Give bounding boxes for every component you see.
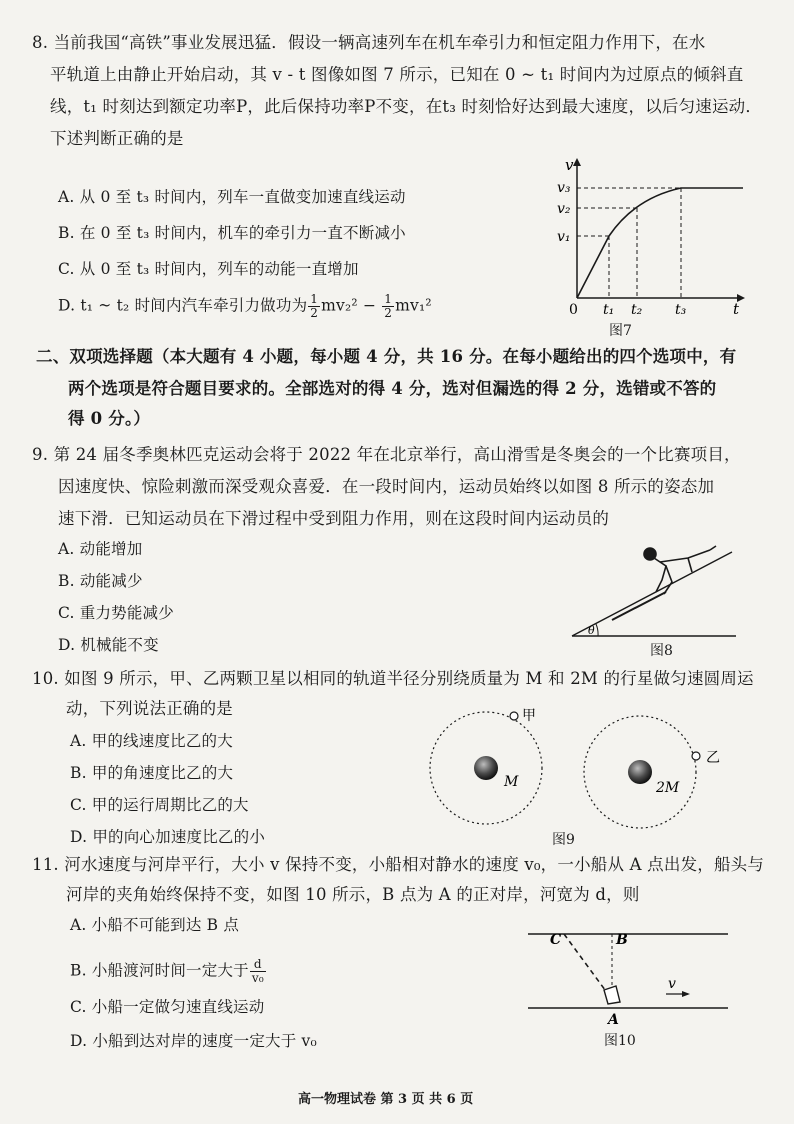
flow-arrow-head — [682, 991, 690, 997]
theta-label: θ — [588, 624, 595, 637]
q8-stem-line-2: 平轨道上由静止开始启动，其 v - t 图像如图 7 所示，已知在 0 ~ t₁ 时间内为过原点的倾斜直 — [50, 65, 744, 84]
q8-option-d — [58, 293, 432, 320]
t1-label: t₁ — [603, 302, 615, 318]
q9-stem-line-2: 因速度快、惊险刺激而深受观众喜爱．在一段时间内，运动员始终以如图 8 所示的姿态加 — [58, 477, 715, 496]
q10-option-c: C. 甲的运行周期比乙的大 — [70, 796, 249, 814]
slope-line — [572, 552, 732, 636]
q9-stem-line-1: 9. 第 24 届冬季奥林匹克运动会将于 2022 年在北京举行，高山滑雪是冬奥会的一个比赛项目， — [32, 445, 741, 464]
q8-option-a: A. 从 0 至 t₃ 时间内，列车一直做变加速直线运动 — [58, 188, 406, 206]
t2-label: t₂ — [631, 302, 643, 318]
figure-7-vt-graph — [555, 150, 755, 320]
fraction-numerator: d — [250, 958, 266, 972]
planet-2m-label: 2M — [656, 780, 680, 796]
boat-icon — [604, 986, 620, 1004]
v-axis-label: v — [565, 156, 574, 174]
figure-9-caption: 图9 — [552, 832, 575, 848]
point-c-label: C — [550, 932, 562, 948]
v-axis-arrow — [573, 158, 581, 166]
point-b-label: B — [616, 932, 628, 948]
q10-option-a: A. 甲的线速度比乙的大 — [70, 732, 233, 750]
q11-option-a: A. 小船不可能到达 B 点 — [70, 916, 240, 934]
figure-10-river — [528, 920, 732, 1030]
q8-option-c: C. 从 0 至 t₃ 时间内，列车的动能一直增加 — [58, 260, 359, 278]
d-over-v0-fraction — [250, 958, 266, 985]
q10-stem-line-2: 动，下列说法正确的是 — [66, 699, 233, 718]
q8-term-2: mv₁² — [395, 296, 432, 315]
q9-option-b: B. 动能减少 — [58, 572, 143, 590]
satellite-jia — [510, 712, 518, 720]
q11-option-b-text: B. 小船渡河时间一定大于 — [70, 961, 249, 980]
angle-arc — [596, 624, 598, 636]
q11-stem-line-1: 11. 河水速度与河岸平行，大小 v 保持不变，小船相对静水的速度 v₀，一小船从 A 点出发，船头与 — [32, 855, 765, 874]
half-fraction — [308, 293, 320, 320]
half-fraction — [382, 293, 394, 320]
vt-curve — [577, 188, 743, 298]
skier-figure — [612, 546, 716, 620]
q9-stem-line-3: 速下滑．已知运动员在下滑过程中受到阻力作用，则在这段时间内运动员的 — [58, 509, 610, 528]
fraction-denominator: 2 — [310, 306, 319, 320]
q11-option-d: D. 小船到达对岸的速度一定大于 v₀ — [70, 1032, 317, 1050]
fraction-numerator: 1 — [384, 292, 393, 306]
point-a-label: A — [608, 1012, 619, 1028]
q10-stem-line-1: 10. 如图 9 所示，甲、乙两颗卫星以相同的轨道半径分别绕质量为 M 和 2M 的行星做匀速圆周运 — [32, 669, 754, 688]
q11-stem-line-2: 河岸的夹角始终保持不变，如图 10 所示，B 点为 A 的正对岸，河宽为 d，则 — [66, 885, 640, 904]
origin-label: 0 — [569, 302, 578, 318]
planet-m-label: M — [504, 774, 519, 790]
v3-label: v₃ — [557, 180, 571, 196]
section-2-heading-line-2: 两个选项是符合题目要求的。全部选对的得 4 分，选对但漏选的得 2 分，选错或不答的 — [68, 379, 717, 398]
q8-stem-line-1: 8. 当前我国“高铁”事业发展迅猛．假设一辆高速列车在机车牵引力和恒定阻力作用下，在水 — [32, 33, 706, 52]
planet-2m — [628, 760, 652, 784]
q11-option-c: C. 小船一定做匀速直线运动 — [70, 998, 265, 1016]
figure-9-orbits — [428, 700, 758, 830]
satellite-yi — [692, 752, 700, 760]
q8-term-1: mv₂² — [321, 296, 358, 315]
fraction-numerator: 1 — [310, 292, 319, 306]
figure-8-caption: 图8 — [650, 643, 673, 659]
v2-label: v₂ — [557, 201, 571, 217]
q8-option-b: B. 在 0 至 t₃ 时间内，机车的牵引力一直不断减小 — [58, 224, 406, 242]
q8-stem-line-3: 线，t₁ 时刻达到额定功率P，此后保持功率P不变，在t₃ 时刻恰好达到最大速度，以后匀速运动． — [50, 97, 763, 116]
q8-stem-line-4: 下述判断正确的是 — [50, 129, 184, 148]
q9-option-a: A. 动能增加 — [58, 540, 143, 558]
q10-option-d: D. 甲的向心加速度比乙的小 — [70, 828, 266, 846]
satellite-jia-label: 甲 — [522, 708, 536, 724]
q9-option-c: C. 重力势能减少 — [58, 604, 174, 622]
satellite-yi-label: 乙 — [706, 750, 720, 766]
figure-7-caption: 图7 — [609, 323, 632, 339]
minus-sign: − — [357, 296, 382, 315]
q9-option-d: D. 机械能不变 — [58, 636, 159, 654]
t3-label: t₃ — [675, 302, 687, 318]
section-2-heading-line-1: 二、双项选择题（本大题有 4 小题，每小题 4 分，共 16 分。在每小题给出的四个选项中，有 — [36, 347, 737, 366]
flow-velocity-label: v — [668, 976, 676, 992]
figure-10-caption: 图10 — [604, 1033, 636, 1049]
page-footer: 高一物理试卷 第 3 页 共 6 页 — [298, 1092, 474, 1107]
q11-option-b — [70, 958, 267, 985]
figure-8-skier-slope — [568, 536, 740, 642]
ac-dashed-line — [564, 934, 608, 994]
section-2-heading-line-3: 得 0 分。） — [68, 409, 151, 428]
q8-option-d-text: D. t₁ ~ t₂ 时间内汽车牵引力做功为 — [58, 296, 308, 315]
t-axis-label: t — [733, 300, 740, 318]
fraction-denominator: v₀ — [251, 971, 264, 985]
fraction-denominator: 2 — [384, 306, 393, 320]
dashed-guides — [577, 188, 681, 298]
q10-option-b: B. 甲的角速度比乙的大 — [70, 764, 234, 782]
v1-label: v₁ — [557, 229, 571, 245]
planet-m — [474, 756, 498, 780]
